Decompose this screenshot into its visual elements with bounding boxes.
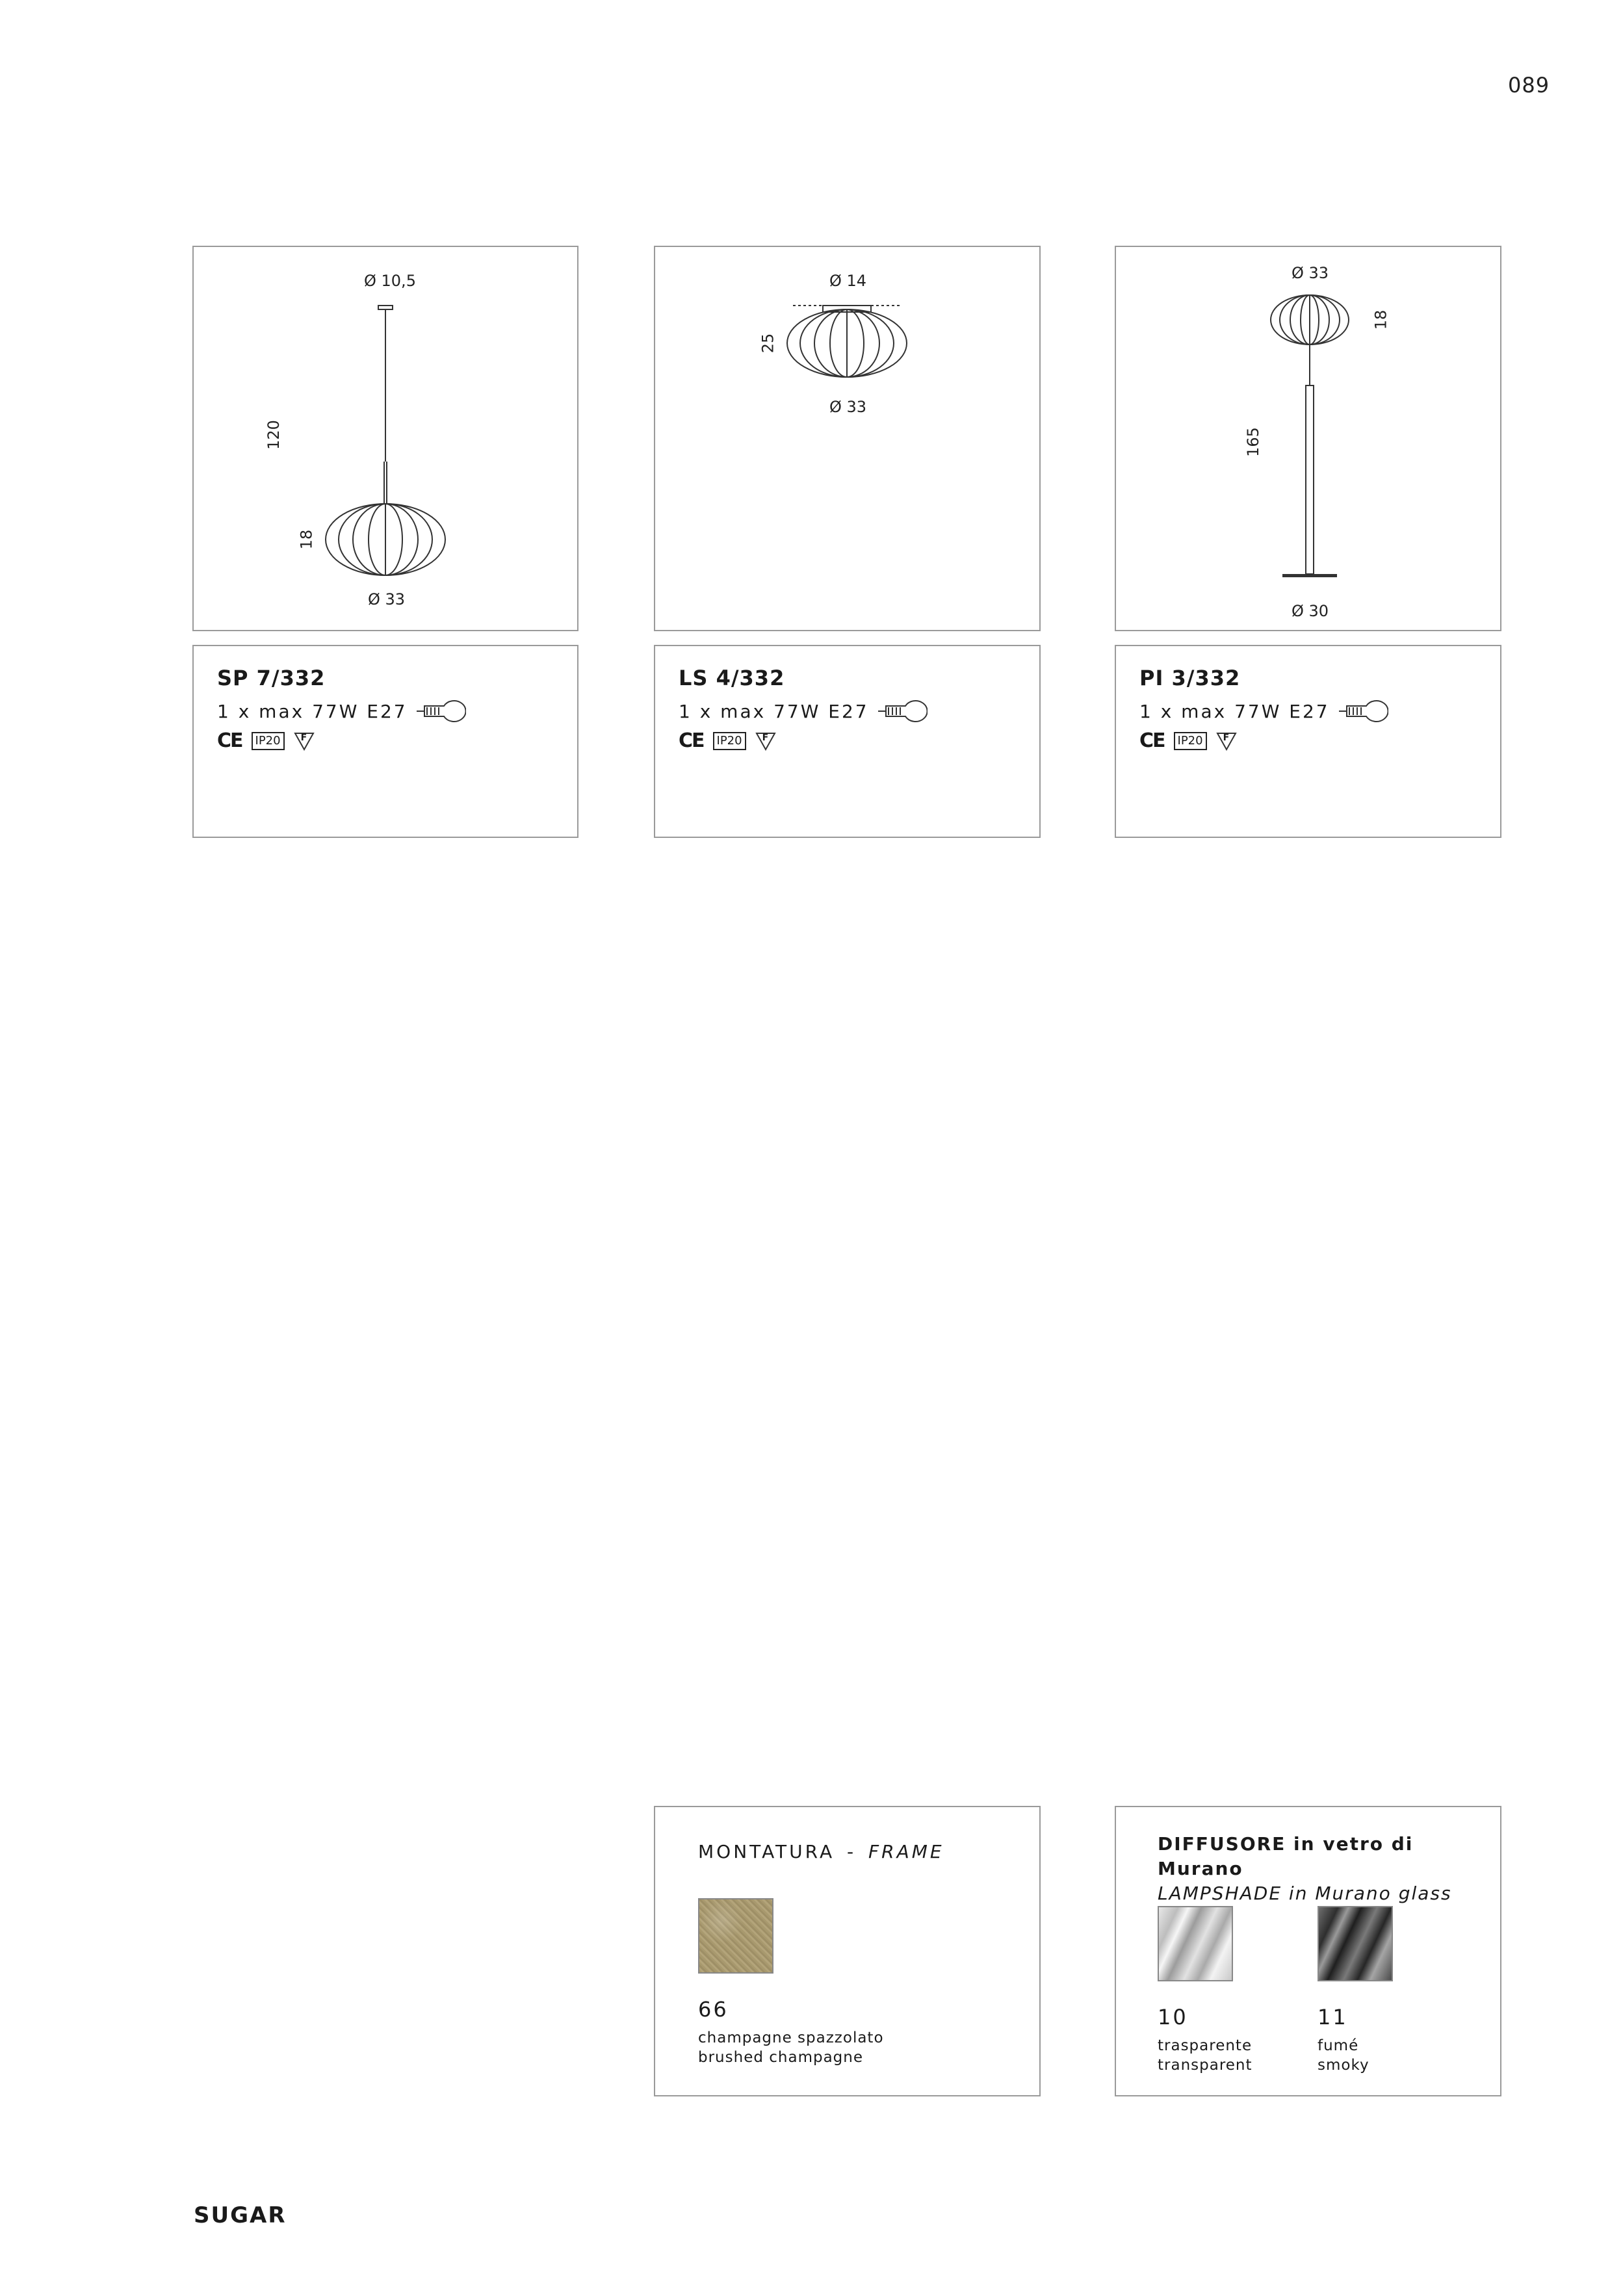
dim-total-height: 120 [264,420,283,450]
swatch-transparent [1158,1906,1233,1981]
frame-label-it: MONTATURA [698,1841,835,1862]
finish-name-en: brushed champagne [698,2049,863,2066]
finish-code: 10 [1158,2005,1188,2029]
collection-title: SUGAR [194,2202,287,2228]
finish-name-it: champagne spazzolato [698,2029,884,2046]
swatch-smoky [1318,1906,1393,1981]
dim-shade-height: 18 [1371,309,1390,330]
spec-row [679,698,928,724]
lampshade-label-en: LAMPSHADE in Murano glass [1158,1883,1452,1904]
dim-bottom-diameter: Ø 30 [1292,602,1329,620]
finish-name-en: transparent [1158,2057,1253,2074]
finish-box-frame [654,1806,1041,2096]
pendant-lamp-drawing [194,247,577,630]
finish-code: 11 [1318,2005,1348,2029]
dim-shade-height: 18 [297,529,316,550]
finish-description [698,2028,884,2067]
dim-top-diameter: Ø 33 [1292,264,1329,282]
cert-row [679,729,776,752]
ce-mark-icon: CE [679,729,704,752]
ip-rating: IP20 [1174,732,1207,750]
info-box-ls [654,645,1041,838]
bulb-icon [1336,698,1388,724]
swatch-champagne [698,1898,773,1974]
ce-mark-icon: CE [217,729,242,752]
dim-total-height: 165 [1243,427,1262,457]
product-code: PI 3/332 [1139,666,1241,690]
floor-lamp-drawing [1116,247,1500,630]
f-mark-letter: F [1223,732,1230,743]
frame-label-en: FRAME [868,1841,944,1862]
finish-description [1158,2036,1253,2075]
drawing-box-pi [1115,246,1501,631]
finish-name-it: fumé [1318,2037,1359,2054]
spec-row [217,698,466,724]
f-mark-letter: F [762,732,769,743]
ceiling-lamp-drawing [655,247,1039,630]
finish-name-en: smoky [1318,2057,1370,2074]
lampshade-label-it: DIFFUSORE in vetro di Murano [1158,1833,1414,1879]
dim-top-diameter: Ø 10,5 [364,272,416,290]
finish-name-it: trasparente [1158,2037,1253,2054]
spec-row [1139,698,1388,724]
cert-row [217,729,315,752]
dim-bottom-diameter: Ø 33 [829,398,867,416]
f-mark-icon [294,731,315,751]
frame-heading [698,1841,944,1862]
dim-top-diameter: Ø 14 [829,272,867,290]
dim-height: 25 [759,333,777,354]
drawing-box-ls [654,246,1041,631]
info-box-pi [1115,645,1501,838]
ip-rating: IP20 [713,732,746,750]
spec-text: 1 x max 77W E27 [679,700,869,722]
product-code: LS 4/332 [679,666,785,690]
bulb-icon [876,698,928,724]
f-mark-letter: F [300,732,307,743]
drawing-box-sp [192,246,578,631]
finish-code: 66 [698,1997,729,2022]
finish-description [1318,2036,1370,2075]
bulb-icon [414,698,466,724]
spec-text: 1 x max 77W E27 [1139,700,1330,722]
product-code: SP 7/332 [217,666,326,690]
spec-text: 1 x max 77W E27 [217,700,408,722]
ip-rating: IP20 [252,732,285,750]
info-box-sp [192,645,578,838]
f-mark-icon [1216,731,1237,751]
ce-mark-icon: CE [1139,729,1165,752]
cert-row [1139,729,1237,752]
frame-label-separator: - [847,1841,857,1862]
dim-bottom-diameter: Ø 33 [368,590,406,608]
page-number: 089 [1508,73,1550,98]
finish-box-lampshade [1115,1806,1501,2096]
f-mark-icon [755,731,776,751]
lampshade-heading [1158,1832,1500,1906]
